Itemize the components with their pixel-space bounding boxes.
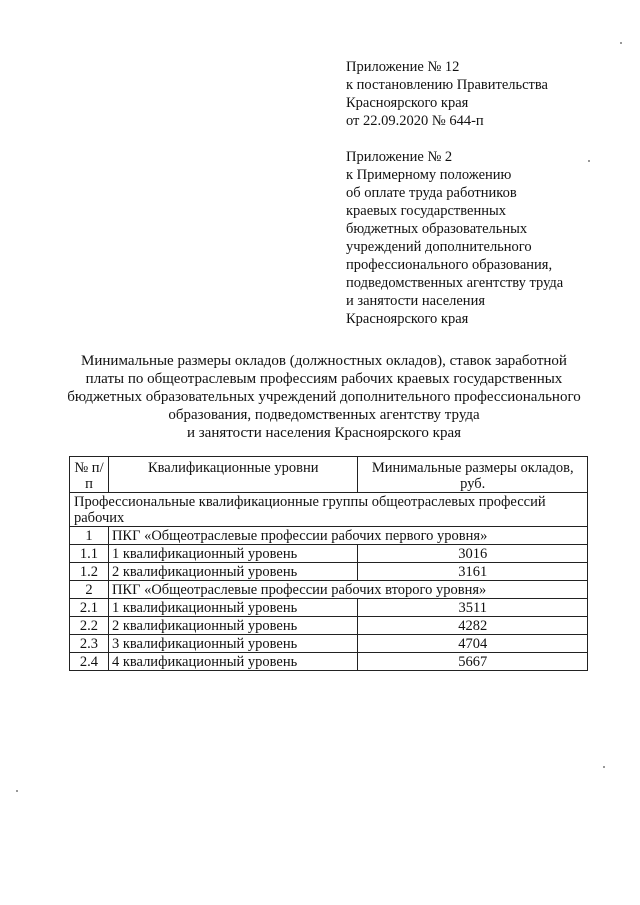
- row-value: 3161: [358, 563, 588, 581]
- title-line: бюджетных образовательных учреждений дополнительного профессионального: [67, 389, 581, 405]
- row-num: 2.1: [70, 599, 109, 617]
- table-row: [70, 545, 588, 563]
- table-row: [70, 653, 588, 671]
- appendix-2-line: бюджетных образовательных: [346, 221, 528, 237]
- appendix-2-line: об оплате труда работников: [346, 185, 517, 201]
- appendix-2-line: к Примерному положению: [346, 167, 512, 183]
- appendix-12-line: от 22.09.2020 № 644-п: [346, 113, 484, 129]
- row-num: 1.2: [70, 563, 109, 581]
- table-row: [70, 635, 588, 653]
- table-row: [70, 581, 588, 599]
- appendix-12-line: Приложение № 12: [346, 59, 460, 75]
- row-value: 4282: [358, 617, 588, 635]
- row-value: 3016: [358, 545, 588, 563]
- row-value: 3511: [358, 599, 588, 617]
- wage-table: [69, 456, 588, 671]
- row-num: 2.2: [70, 617, 109, 635]
- appendix-2-block: [346, 148, 636, 328]
- appendix-2-line: краевых государственных: [346, 203, 506, 219]
- table-group-row: [70, 493, 588, 527]
- row-num: 1: [70, 527, 109, 545]
- header-num: № п/п: [70, 457, 109, 493]
- row-num: 2.3: [70, 635, 109, 653]
- appendix-12-line: к постановлению Правительства: [346, 77, 548, 93]
- title-line: и занятости населения Красноярского края: [186, 425, 462, 441]
- row-name: 2 квалификационный уровень: [108, 563, 358, 581]
- row-name: 4 квалификационный уровень: [108, 653, 358, 671]
- appendix-2-line: подведомственных агентству труда: [346, 275, 564, 291]
- title-line: платы по общеотраслевым профессиям рабочих краевых государственных: [85, 371, 563, 387]
- group-title: Профессиональные квалификационные группы общеотраслевых профессий рабочих: [70, 493, 588, 527]
- appendix-2-line: Красноярского края: [346, 311, 469, 327]
- appendix-2-line: учреждений дополнительного: [346, 239, 532, 255]
- row-name: 1 квалификационный уровень: [108, 545, 358, 563]
- scan-speck: [603, 766, 605, 768]
- appendix-2-line: Приложение № 2: [346, 149, 453, 165]
- row-name: 1 квалификационный уровень: [108, 599, 358, 617]
- table-row: [70, 563, 588, 581]
- row-value: 5667: [358, 653, 588, 671]
- document-title: [40, 352, 608, 442]
- scan-speck: [588, 160, 590, 162]
- row-pkg-name: ПКГ «Общеотраслевые профессии рабочих второго уровня»: [108, 581, 587, 599]
- title-line: образования, подведомственных агентству труда: [168, 407, 480, 423]
- scan-speck: [16, 790, 18, 792]
- header-levels: Квалификационные уровни: [108, 457, 358, 493]
- row-num: 1.1: [70, 545, 109, 563]
- row-name: 3 квалификационный уровень: [108, 635, 358, 653]
- row-num: 2: [70, 581, 109, 599]
- appendix-12-line: Красноярского края: [346, 95, 469, 111]
- table-row: [70, 527, 588, 545]
- appendix-12-block: [346, 58, 636, 130]
- row-name: 2 квалификационный уровень: [108, 617, 358, 635]
- row-num: 2.4: [70, 653, 109, 671]
- table-row: [70, 599, 588, 617]
- appendix-2-line: и занятости населения: [346, 293, 485, 309]
- table-row: [70, 617, 588, 635]
- header-min-salary: Минимальные размеры окладов, руб.: [358, 457, 588, 493]
- scan-speck: [620, 42, 622, 44]
- row-value: 4704: [358, 635, 588, 653]
- title-line: Минимальные размеры окладов (должностных окладов), ставок заработной: [81, 353, 567, 369]
- table-header-row: [70, 457, 588, 493]
- appendix-2-line: профессионального образования,: [346, 257, 553, 273]
- row-pkg-name: ПКГ «Общеотраслевые профессии рабочих первого уровня»: [108, 527, 587, 545]
